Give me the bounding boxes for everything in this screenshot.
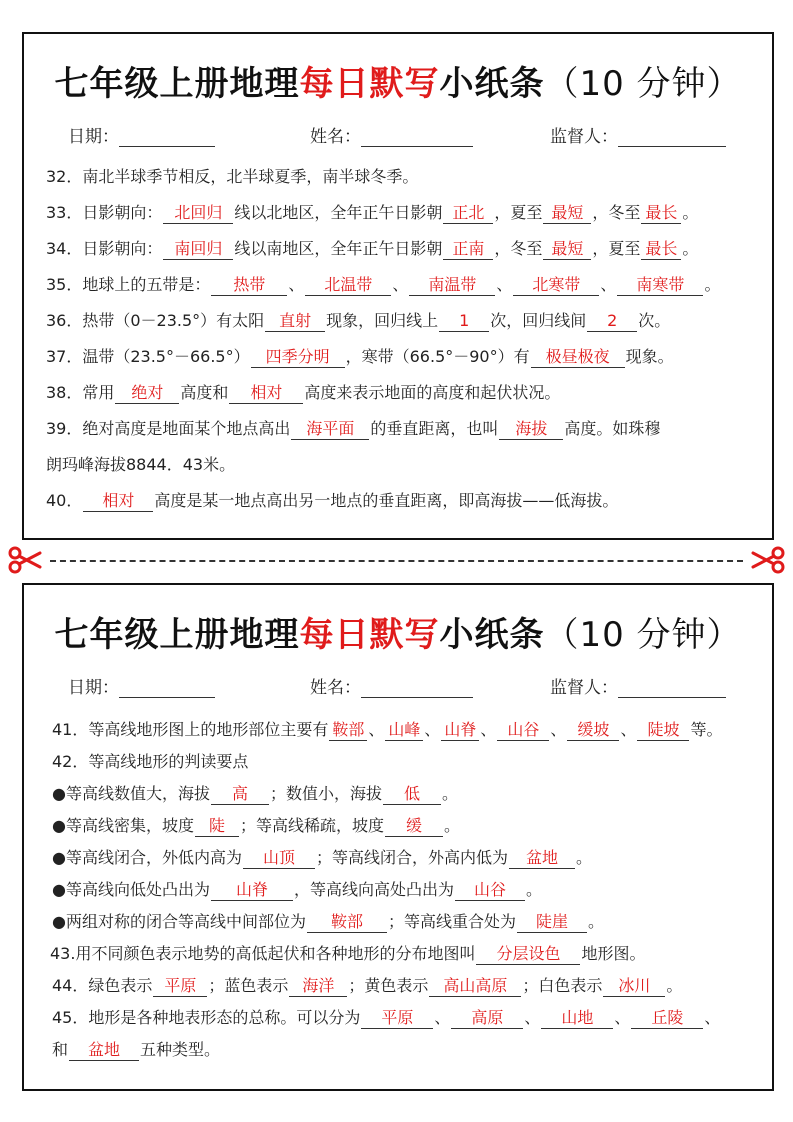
title-duration: （10 分钟） [544,615,742,655]
answer-blank: 山峰 [385,720,423,741]
answer-blank: 高山高原 [429,976,521,997]
answer-blank: 南温带 [409,275,495,296]
question-39-continued: 朗玛峰海拔8844．43米。 [46,455,236,474]
question-42: 42．等高线地形的判读要点 [52,752,249,771]
supervisor-blank[interactable] [618,128,726,147]
answer-blank: 热带 [211,275,287,296]
answer-blank: 正南 [443,239,493,260]
dictation-card-2 [22,583,774,1091]
scissors-icon [8,545,42,575]
answer-blank: 分层设色 [476,944,580,965]
point-1: ●等高线数值大，海拔 高 ；数值小，海拔 低 。 [52,784,458,803]
answer-blank: 最短 [543,239,591,260]
title-prefix: 七年级上册地理 [54,615,300,655]
cut-line [50,560,743,562]
answer-blank: 丘陵 [631,1008,703,1029]
answer-blank: 高 [211,784,269,805]
answer-blank: 极昼极夜 [531,347,625,368]
question-40: 40． 相对 高度是某一地点高出另一地点的垂直距离，即高海拔——低海拔。 [46,491,619,510]
date-field: 日期： [68,673,215,698]
answer-blank: 高原 [451,1008,523,1029]
answer-blank: 低 [383,784,441,805]
answer-blank: 相对 [229,383,303,404]
supervisor-field: 监督人： [550,122,726,147]
answer-blank: 陡坡 [637,720,689,741]
question-41: 41．等高线地形图上的地形部位主要有 鞍部 、 山峰 、 山脊 、 山谷 、 缓坡 、 陡坡 等。 [52,720,723,739]
title-highlight: 每日默写 [299,64,440,104]
answer-blank: 最长 [641,203,681,224]
dictation-card-1 [22,32,774,540]
question-44: 44．绿色表示 平原 ；蓝色表示 海洋 ；黄色表示 高山高原 ；白色表示 冰川 。 [52,976,683,995]
question-33: 33．日影朝向： 北回归 线以北地区，全年正午日影朝 正北 ，夏至 最短 ，冬至 最长 。 [46,203,699,222]
answer-blank: 南回归 [163,239,233,260]
answer-blank: 最短 [543,203,591,224]
answer-blank: 北寒带 [513,275,599,296]
title-prefix: 七年级上册地理 [54,64,300,104]
question-37: 37．温带（23.5°－66.5°） 四季分明 ，寒带（66.5°－90°）有 极昼极夜 现象。 [46,347,674,366]
point-2: ●等高线密集，坡度 陡 ；等高线稀疏，坡度 缓 。 [52,816,460,835]
point-4: ●等高线向低处凸出为 山脊 ，等高线向高处凸出为 山谷 。 [52,880,542,899]
answer-blank: 北回归 [163,203,233,224]
card-title [24,56,772,105]
answer-blank: 海平面 [291,419,369,440]
scissors-icon [751,545,785,575]
question-34: 34．日影朝向： 南回归 线以南地区，全年正午日影朝 正南 ，冬至 最短 ，夏至 最长 。 [46,239,699,258]
answer-blank: 山顶 [243,848,315,869]
answer-blank: 陡 [195,816,239,837]
answer-blank: 直射 [265,311,325,332]
answer-blank: 1 [439,311,489,332]
answer-blank: 山谷 [497,720,549,741]
answer-blank: 盆地 [509,848,575,869]
answer-blank: 盆地 [69,1040,139,1061]
answer-blank: 鞍部 [307,912,387,933]
name-blank[interactable] [361,679,473,698]
answer-blank: 山脊 [441,720,479,741]
answer-blank: 山谷 [455,880,525,901]
date-blank[interactable] [119,679,215,698]
question-39: 39．绝对高度是地面某个地点高出 海平面 的垂直距离，也叫 海拔 高度。如珠穆 [46,419,661,438]
card-title [24,607,772,656]
answer-blank: 山地 [541,1008,613,1029]
date-blank[interactable] [119,128,215,147]
answer-blank: 缓 [385,816,443,837]
answer-blank: 北温带 [305,275,391,296]
question-32: 32．南北半球季节相反，北半球夏季，南半球冬季。 [46,167,419,186]
question-38: 38．常用 绝对 高度和 相对 高度来表示地面的高度和起伏状况。 [46,383,561,402]
answer-blank: 四季分明 [251,347,345,368]
answer-blank: 海拔 [499,419,563,440]
answer-blank: 南寒带 [617,275,703,296]
answer-blank: 最长 [641,239,681,260]
question-36: 36．热带（0－23.5°）有太阳 直射 现象，回归线上 1 次，回归线间 2 次。 [46,311,671,330]
answer-blank: 相对 [83,491,153,512]
answer-blank: 平原 [153,976,207,997]
question-45: 45．地形是各种地表形态的总称。可以分为 平原 、 高原 、 山地 、 丘陵 、 [52,1008,721,1027]
supervisor-blank[interactable] [618,679,726,698]
answer-blank: 平原 [361,1008,433,1029]
question-35: 35．地球上的五带是： 热带 、 北温带 、 南温带 、 北寒带 、 南寒带 。 [46,275,721,294]
title-suffix: 小纸条 [439,64,545,104]
answer-blank: 绝对 [115,383,179,404]
answer-blank: 正北 [443,203,493,224]
answer-blank: 2 [587,311,637,332]
supervisor-field: 监督人： [550,673,726,698]
date-field: 日期： [68,122,215,147]
title-duration: （10 分钟） [544,64,742,104]
title-highlight: 每日默写 [299,615,440,655]
point-5: ●两组对称的闭合等高线中间部位为 鞍部 ；等高线重合处为 陡崖 。 [52,912,604,931]
answer-blank: 冰川 [603,976,665,997]
answer-blank: 陡崖 [517,912,587,933]
question-43: 43.用不同颜色表示地势的高低起伏和各种地形的分布地图叫 分层设色 地形图。 [50,944,646,963]
name-blank[interactable] [361,128,473,147]
answer-blank: 鞍部 [329,720,367,741]
name-field: 姓名： [310,673,473,698]
answer-blank: 缓坡 [567,720,619,741]
point-3: ●等高线闭合，外低内高为 山顶 ；等高线闭合，外高内低为 盆地 。 [52,848,592,867]
answer-blank: 海洋 [289,976,347,997]
name-field: 姓名： [310,122,473,147]
question-45-continued: 和 盆地 五种类型。 [52,1040,221,1059]
answer-blank: 山脊 [211,880,293,901]
title-suffix: 小纸条 [439,615,545,655]
